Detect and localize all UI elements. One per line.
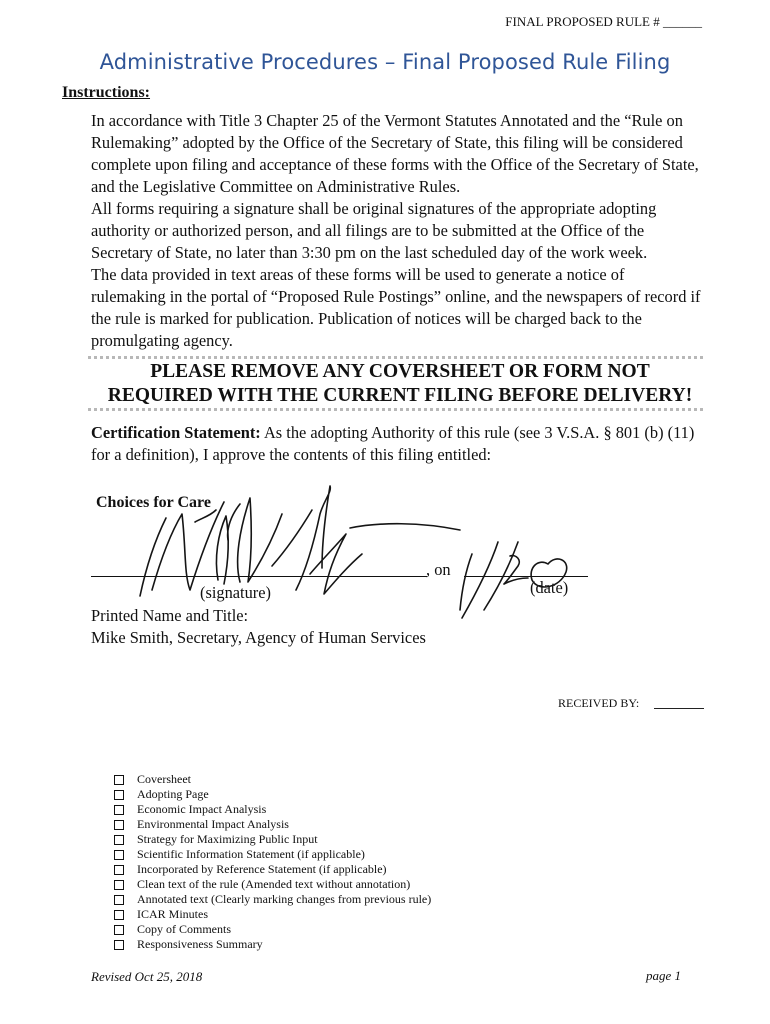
- checkbox-icon[interactable]: [114, 895, 124, 905]
- checklist-item-label: Scientific Information Statement (if applicable): [137, 847, 365, 861]
- certification-text: As the adopting Authority of this rule (see 3 V.S.A. § 801 (b) (11) for a definition), I approve the contents of this filing entitled:: [91, 423, 695, 464]
- checklist-item[interactable]: [114, 892, 431, 907]
- rule-number-header: FINAL PROPOSED RULE # ______: [505, 14, 702, 29]
- checklist-item-label: ICAR Minutes: [137, 907, 209, 921]
- checklist-item-label: Coversheet: [137, 772, 191, 786]
- page-number: page 1: [646, 968, 682, 983]
- checklist-item[interactable]: [114, 922, 431, 937]
- warning-divider-bottom: [88, 408, 706, 411]
- checklist-item-label: Economic Impact Analysis: [137, 802, 267, 816]
- checklist-item[interactable]: [114, 787, 431, 802]
- received-by-line: [654, 708, 704, 709]
- instructions-paragraph-2: All forms requiring a signature shall be original signatures of the appropriate adopting authority or authorized person, and all filings are to be submitted at the Office of the Secretary of State, no later than 3:30 pm on the last scheduled day of the work week.: [91, 199, 657, 262]
- checkbox-icon[interactable]: [114, 775, 124, 785]
- received-by-label: RECEIVED BY:: [558, 696, 640, 710]
- coversheet-warning: [80, 360, 720, 408]
- certification-statement: [91, 422, 706, 466]
- checkbox-icon[interactable]: [114, 940, 124, 950]
- filing-checklist: [114, 772, 431, 952]
- instructions-paragraph-3: The data provided in text areas of these forms will be used to generate a notice of rulemaking in the portal of “Proposed Rule Postings” online, and the newspapers of record if the rule is marked for publication. Publication of notices will be charged back to the promulgating agency.: [91, 265, 701, 350]
- checklist-item[interactable]: [114, 877, 431, 892]
- printed-name-label: Printed Name and Title:: [91, 606, 249, 625]
- checklist-item-label: Adopting Page: [137, 787, 209, 801]
- instructions-heading: Instructions:: [62, 84, 151, 101]
- checklist-item-label: Environmental Impact Analysis: [137, 817, 289, 831]
- checklist-item[interactable]: [114, 802, 431, 817]
- revision-date: Revised Oct 25, 2018: [91, 969, 203, 984]
- warning-divider-top: [88, 356, 706, 359]
- checklist-item-label: Clean text of the rule (Amended text without annotation): [137, 877, 411, 891]
- checkbox-icon[interactable]: [114, 865, 124, 875]
- checklist-item[interactable]: [114, 907, 431, 922]
- certification-label: Certification Statement:: [91, 423, 261, 442]
- checklist-item[interactable]: [114, 817, 431, 832]
- checklist-item[interactable]: [114, 937, 431, 952]
- checklist-item-label: Copy of Comments: [137, 922, 232, 936]
- checklist-item[interactable]: [114, 772, 431, 787]
- checklist-item-label: Annotated text (Clearly marking changes from previous rule): [137, 892, 432, 906]
- checkbox-icon[interactable]: [114, 835, 124, 845]
- on-label: , on: [426, 560, 451, 579]
- checklist-item[interactable]: [114, 847, 431, 862]
- signature-label: (signature): [200, 583, 271, 602]
- instructions-paragraph-1: In accordance with Title 3 Chapter 25 of the Vermont Statutes Annotated and the “Rule on Rulemaking” adopted by the Office of the Secretary of State, this filing will be considered complete upon filing and acceptance of these forms with the Office of the Secretary of State, and the Legislative Committee on Administrative Rules.: [91, 111, 699, 196]
- checkbox-icon[interactable]: [114, 790, 124, 800]
- checkbox-icon[interactable]: [114, 925, 124, 935]
- checklist-item-label: Incorporated by Reference Statement (if applicable): [137, 862, 387, 876]
- rule-title: Choices for Care: [96, 494, 211, 511]
- checklist-item[interactable]: [114, 862, 431, 877]
- checkbox-icon[interactable]: [114, 850, 124, 860]
- checkbox-icon[interactable]: [114, 880, 124, 890]
- checklist-item[interactable]: [114, 832, 431, 847]
- checkbox-icon[interactable]: [114, 805, 124, 815]
- checkbox-icon[interactable]: [114, 910, 124, 920]
- warning-line-2: REQUIRED WITH THE CURRENT FILING BEFORE DELIVERY!: [107, 385, 693, 406]
- page-title: Administrative Procedures – Final Proposed Rule Filing: [99, 50, 671, 74]
- checklist-item-label: Responsiveness Summary: [137, 937, 263, 951]
- warning-line-1: PLEASE REMOVE ANY COVERSHEET OR FORM NOT: [150, 361, 650, 382]
- checklist-item-label: Strategy for Maximizing Public Input: [137, 832, 318, 846]
- checkbox-icon[interactable]: [114, 820, 124, 830]
- printed-name-value: Mike Smith, Secretary, Agency of Human Services: [91, 628, 426, 647]
- date-label: (date): [530, 578, 569, 597]
